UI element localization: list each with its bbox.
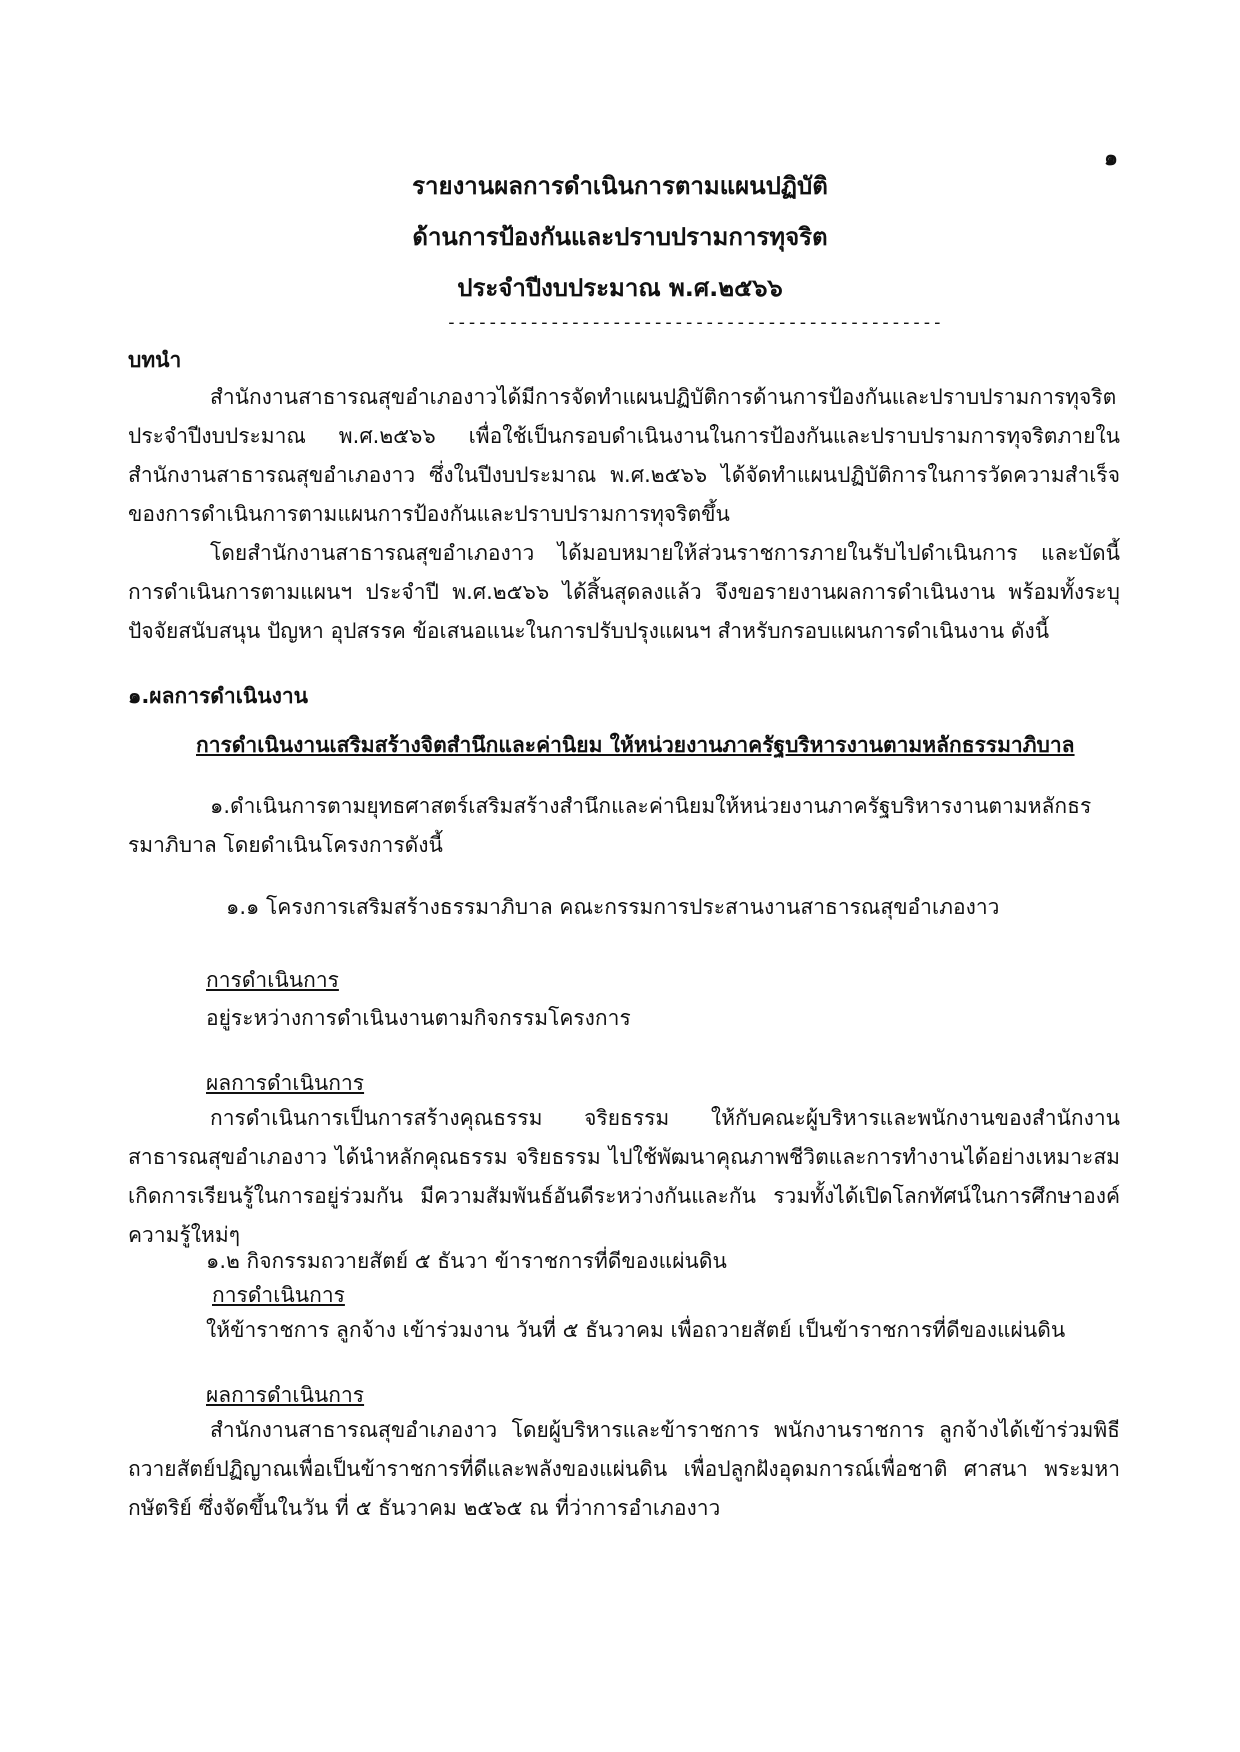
section-1-heading: ๑.ผลการดำเนินงาน [128, 684, 308, 708]
section-1-subheading: การดำเนินงานเสริมสร้างจิตสำนึกและค่านิยม ให้หน่วยงานภาครัฐบริหารงานตามหลักธรรมาภิบาล [196, 733, 1075, 757]
project-1-operation-text: อยู่ระหว่างการดำเนินงานตามกิจกรรมโครงการ [206, 1006, 631, 1030]
project-1-result-text: การดำเนินการเป็นการสร้างคุณธรรม จริยธรรม ให้กับคณะผู้บริหารและพนักงานของสำนักงานสาธารณสุขอำเภองาว ได้นำหลักคุณธรรม จริยธรรม ไปใช้พัฒนาคุณภาพชีวิตและการทำงานได้อย่างเหมาะสม เกิดการเรียนรู้ในการอยู่ร่วมกัน มีความสัมพันธ์อันดีระหว่างกันและกัน รวมทั้งได้เปิดโลกทัศน์ในการศึกษาองค์ความรู้ใหม่ๆ [128, 1106, 1120, 1247]
project-2-result [128, 1411, 1120, 1528]
project-1-result [128, 1099, 1120, 1255]
project-2-result-label: ผลการดำเนินการ [206, 1383, 365, 1407]
project-2-operation-text: ให้ข้าราชการ ลูกจ้าง เข้าร่วมงาน วันที่ ๕ ธันวาคม เพื่อถวายสัตย์ เป็นข้าราชการที่ดีของแผ่นดิน [206, 1318, 1066, 1342]
strategy-paragraph [128, 787, 1120, 865]
intro-paragraph-1-text: สำนักงานสาธารณสุขอำเภองาวได้มีการจัดทำแผนปฏิบัติการด้านการป้องกันและปราบปรามการทุจริต ประจำปีงบประมาณ พ.ศ.๒๕๖๖ เพื่อใช้เป็นกรอบดำเนินงานในการป้องกันและปราบปรามการทุจริตภายใน สำนักงานสาธารณสุขอำเภองาว ซึ่งในปีงบประมาณ พ.ศ.๒๕๖๖ ได้จัดทำแผนปฏิบัติการในการวัดความสำเร็จของการดำเนินการตามแผนการป้องกันและปราบปรามการทุจริตขึ้น [128, 385, 1120, 526]
project-1-result-label: ผลการดำเนินการ [206, 1071, 365, 1095]
project-2-title: ๑.๒ กิจกรรมถวายสัตย์ ๕ ธันวา ข้าราชการที่ดีของแผ่นดิน [206, 1249, 727, 1273]
project-2-operation-label: การดำเนินการ [212, 1283, 345, 1307]
project-1-operation-label: การดำเนินการ [206, 968, 339, 992]
strategy-paragraph-text: ๑.ดำเนินการตามยุทธศาสตร์เสริมสร้างสำนึกและค่านิยมให้หน่วยงานภาครัฐบริหารงานตามหลักธรรมาภิบาล โดยดำเนินโครงการดังนี้ [128, 794, 1092, 857]
intro-paragraph-2 [128, 534, 1120, 651]
title-divider: ------------------------------------------------ [446, 312, 943, 333]
title-line-3: ประจำปีงบประมาณ พ.ศ.๒๕๖๖ [457, 274, 783, 302]
title-line-2: ด้านการป้องกันและปราบปรามการทุจริต [412, 223, 828, 251]
title-line-1: รายงานผลการดำเนินการตามแผนปฏิบัติ [412, 172, 828, 200]
project-2-result-text: สำนักงานสาธารณสุขอำเภองาว โดยผู้บริหารและข้าราชการ พนักงานราชการ ลูกจ้างได้เข้าร่วมพิธีถวายสัตย์ปฏิญาณเพื่อเป็นข้าราชการที่ดีและพลังของแผ่นดิน เพื่อปลูกฝังอุดมการณ์เพื่อชาติ ศาสนา พระมหากษัตริย์ ซึ่งจัดขึ้นในวัน ที่ ๕ ธันวาคม ๒๕๖๕ ณ ที่ว่าการอำเภองาว [128, 1418, 1120, 1520]
intro-paragraph-2-text: โดยสำนักงานสาธารณสุขอำเภองาว ได้มอบหมายให้ส่วนราชการภายในรับไปดำเนินการ และบัดนี้การดำเนินการตามแผนฯ ประจำปี พ.ศ.๒๕๖๖ ได้สิ้นสุดลงแล้ว จึงขอรายงานผลการดำเนินงาน พร้อมทั้งระบุปัจจัยสนับสนุน ปัญหา อุปสรรค ข้อเสนอแนะในการปรับปรุงแผนฯ สำหรับกรอบแผนการดำเนินงาน ดังนี้ [128, 541, 1120, 643]
intro-paragraph-1 [128, 378, 1120, 534]
intro-heading: บทนำ [128, 348, 182, 372]
project-1-title: ๑.๑ โครงการเสริมสร้างธรรมาภิบาล คณะกรรมการประสานงานสาธารณสุขอำเภองาว [226, 895, 1000, 919]
page-number: ๑ [1104, 146, 1118, 171]
